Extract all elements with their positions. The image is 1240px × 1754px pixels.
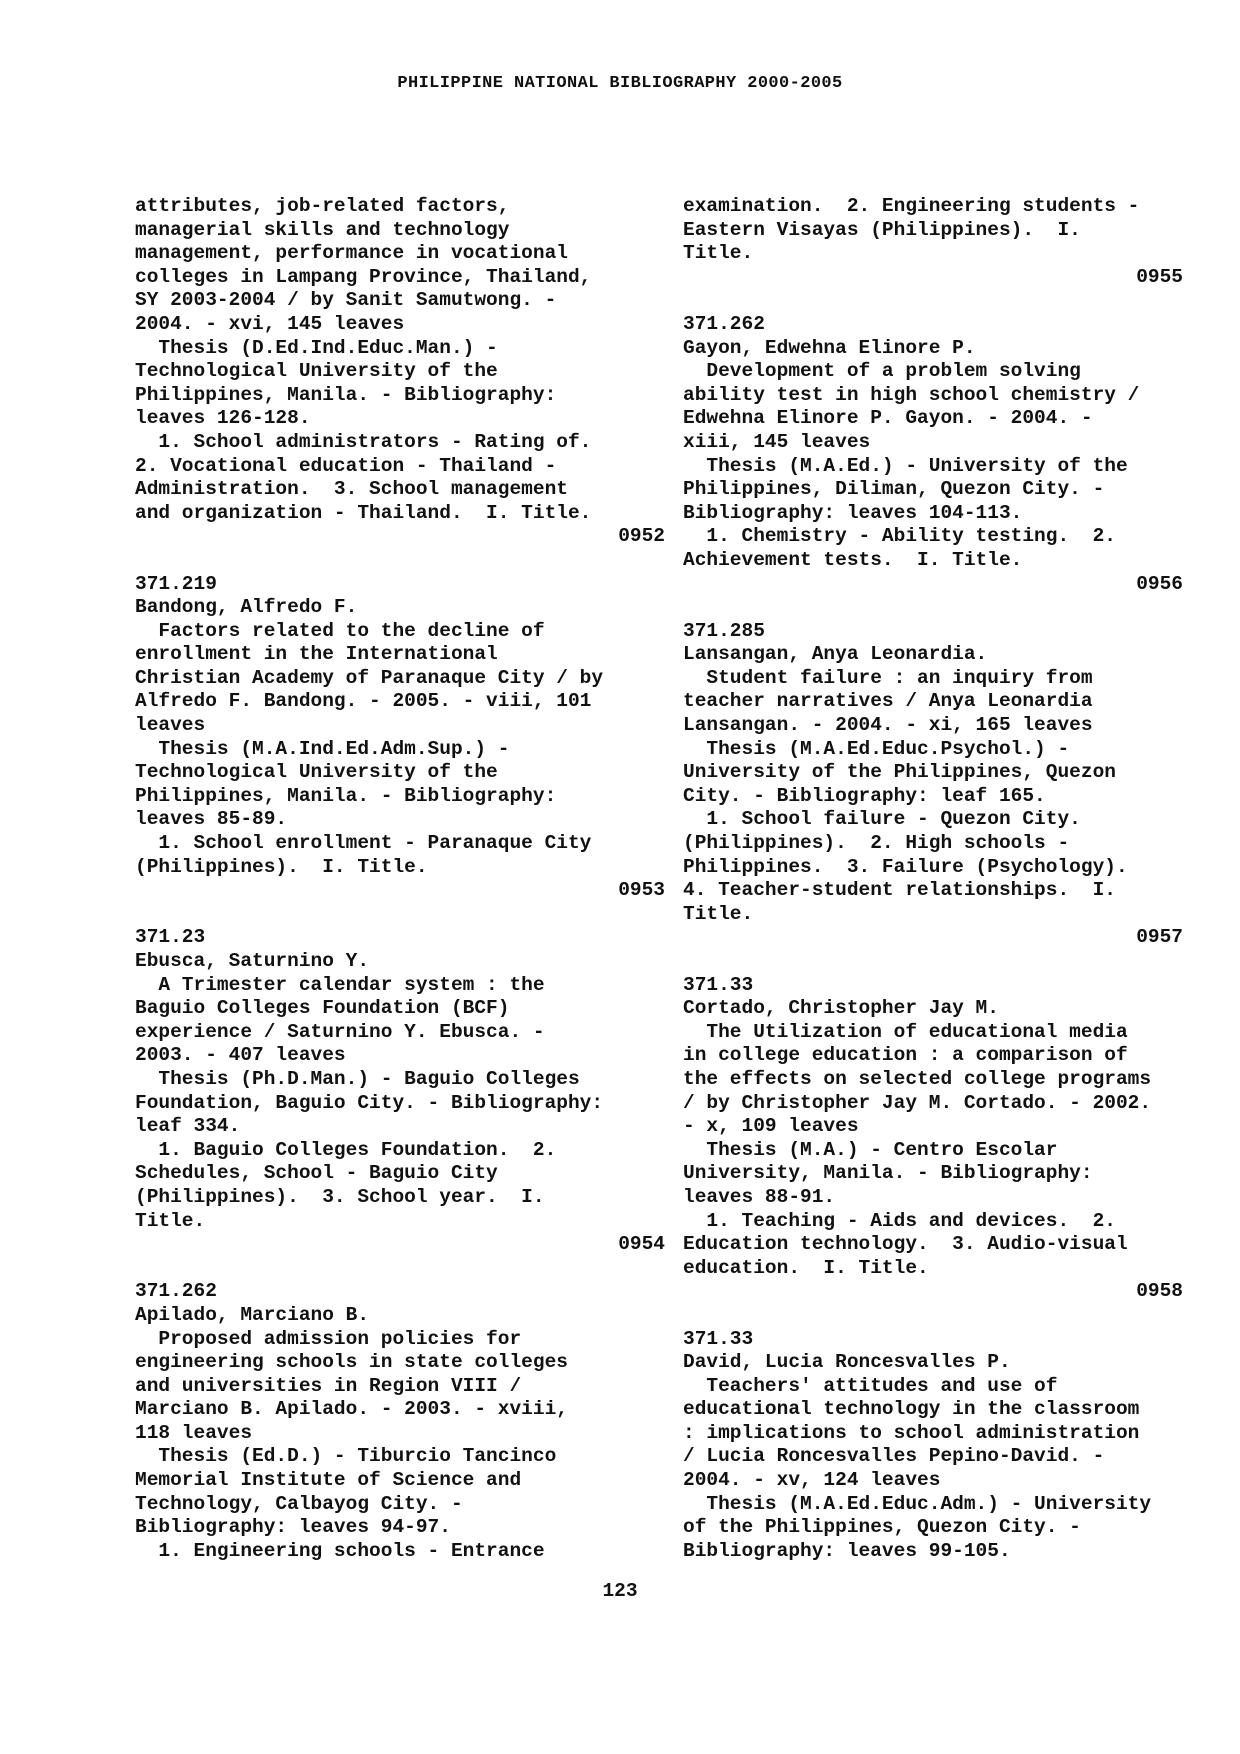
entry-spacer bbox=[135, 903, 665, 927]
entry-line: City. - Bibliography: leaf 165. bbox=[683, 784, 1046, 807]
entry-line: 371.33 bbox=[683, 973, 754, 996]
running-head: PHILIPPINE NATIONAL BIBLIOGRAPHY 2000-2005 bbox=[397, 74, 843, 93]
entry-line: (Philippines). 3. School year. I. bbox=[135, 1185, 545, 1208]
entry-line: Thesis (M.A.Ed.Educ.Adm.) - University bbox=[683, 1492, 1152, 1515]
entry-line: Student failure : an inquiry from bbox=[683, 666, 1093, 689]
entry-line: management, performance in vocational bbox=[135, 242, 568, 265]
entry-line: Philippines. 3. Failure (Psychology). bbox=[683, 855, 1128, 878]
entry-line: attributes, job-related factors, bbox=[135, 195, 510, 217]
entry-line: and organization - Thailand. I. Title. bbox=[135, 501, 592, 524]
entry-line: Thesis (Ph.D.Man.) - Baguio Colleges bbox=[135, 1067, 580, 1090]
entry-line: Bibliography: leaves 99-105. bbox=[683, 1539, 1011, 1562]
entry-number: 0958 bbox=[1136, 1280, 1183, 1303]
entry-line: Technological University of the bbox=[135, 360, 498, 383]
entry-spacer bbox=[135, 549, 665, 573]
entry-line: Gayon, Edwehna Elinore P. bbox=[683, 336, 976, 359]
entry-line: 1. Engineering schools - Entrance bbox=[135, 1539, 545, 1562]
entry-line: Bandong, Alfredo F. bbox=[135, 596, 358, 619]
entry-line: Thesis (M.A.Ed.Educ.Psychol.) - bbox=[683, 737, 1070, 760]
entry-line: leaves 85-89. bbox=[135, 808, 288, 831]
entry-line: of the Philippines, Quezon City. - bbox=[683, 1516, 1081, 1539]
entry-line: 2003. - 407 leaves bbox=[135, 1044, 346, 1067]
entry-line: Bibliography: leaves 104-113. bbox=[683, 501, 1023, 524]
entry-line: Technological University of the bbox=[135, 761, 498, 784]
entry-number: 0954 bbox=[618, 1233, 665, 1256]
page-number: 123 bbox=[602, 1580, 638, 1602]
entry-spacer bbox=[683, 950, 1183, 974]
entry-line: experience / Saturnino Y. Ebusca. - bbox=[135, 1020, 545, 1043]
entry-line: ability test in high school chemistry / bbox=[683, 383, 1140, 406]
entry-line: 1. School administrators - Rating of. bbox=[135, 430, 592, 453]
entry-line: education. I. Title. bbox=[683, 1256, 929, 1279]
entry-line: Ebusca, Saturnino Y. bbox=[135, 950, 370, 972]
entry-line: 1. Teaching - Aids and devices. 2. bbox=[683, 1209, 1116, 1232]
entry-line: Title. bbox=[683, 242, 754, 265]
entry-line: teacher narratives / Anya Leonardia bbox=[683, 690, 1093, 713]
entry-line: Edwehna Elinore P. Gayon. - 2004. - bbox=[683, 407, 1093, 430]
entry-line: A Trimester calendar system : the bbox=[135, 973, 545, 996]
entry-line: 371.33 bbox=[683, 1327, 754, 1350]
entry-line: and universities in Region VIII / bbox=[135, 1374, 522, 1397]
entry-line: Memorial Institute of Science and bbox=[135, 1469, 522, 1492]
entry-line: educational technology in the classroom bbox=[683, 1398, 1140, 1421]
left-column bbox=[135, 195, 665, 1563]
entry-spacer bbox=[683, 289, 1183, 313]
entry-line: - x, 109 leaves bbox=[683, 1115, 859, 1138]
entry-line: University of the Philippines, Quezon bbox=[683, 761, 1116, 784]
entry-number: 0953 bbox=[618, 879, 665, 902]
entry-line: 371.23 bbox=[135, 926, 206, 949]
entry-number: 0952 bbox=[618, 525, 665, 548]
entry-number: 0957 bbox=[1136, 926, 1183, 949]
entry-line: / Lucia Roncesvalles Pepino-David. - bbox=[683, 1445, 1105, 1468]
entry-line: Lansangan, Anya Leonardia. bbox=[683, 643, 988, 666]
entry-line: Factors related to the decline of bbox=[135, 619, 545, 642]
entry-line: Education technology. 3. Audio-visual bbox=[683, 1233, 1128, 1256]
entry-line: / by Christopher Jay M. Cortado. - 2002. bbox=[683, 1091, 1152, 1114]
entry-line: enrollment in the International bbox=[135, 643, 498, 666]
entry-line: 2004. - xvi, 145 leaves bbox=[135, 312, 405, 335]
entry-line: 1. Baguio Colleges Foundation. 2. bbox=[135, 1138, 557, 1161]
entry-line: 371.262 bbox=[683, 312, 765, 335]
entry-line: 4. Teacher-student relationships. I. bbox=[683, 879, 1116, 902]
entry-line: examination. 2. Engineering students - bbox=[683, 195, 1140, 217]
entry-line: Foundation, Baguio City. - Bibliography: bbox=[135, 1091, 604, 1114]
entry-line: Teachers' attitudes and use of bbox=[683, 1374, 1058, 1397]
entry-line: Philippines, Manila. - Bibliography: bbox=[135, 784, 557, 807]
entry-line: (Philippines). 2. High schools - bbox=[683, 832, 1070, 855]
right-column bbox=[683, 195, 1183, 1563]
entry-line: Title. bbox=[135, 1209, 206, 1232]
entry-line: 118 leaves bbox=[135, 1421, 253, 1444]
entry-line: Thesis (Ed.D.) - Tiburcio Tancinco bbox=[135, 1445, 557, 1468]
entry-line: Thesis (D.Ed.Ind.Educ.Man.) - bbox=[135, 336, 498, 359]
entry-line: 371.285 bbox=[683, 619, 765, 642]
entry-line: 371.262 bbox=[135, 1280, 217, 1303]
entry-line: the effects on selected college programs bbox=[683, 1067, 1152, 1090]
entry-line: 371.219 bbox=[135, 572, 217, 595]
entry-line: Apilado, Marciano B. bbox=[135, 1303, 370, 1326]
entry-line: The Utilization of educational media bbox=[683, 1020, 1128, 1043]
entry-line: Marciano B. Apilado. - 2003. - xviii, bbox=[135, 1398, 568, 1421]
entry-line: David, Lucia Roncesvalles P. bbox=[683, 1351, 1011, 1374]
entry-line: Schedules, School - Baguio City bbox=[135, 1162, 498, 1185]
entry-line: Eastern Visayas (Philippines). I. bbox=[683, 218, 1081, 241]
entry-line: Christian Academy of Paranaque City / by bbox=[135, 666, 604, 689]
entry-number: 0955 bbox=[1136, 265, 1183, 288]
entry-line: Administration. 3. School management bbox=[135, 478, 568, 501]
entry-line: Thesis (M.A.Ind.Ed.Adm.Sup.) - bbox=[135, 737, 510, 760]
entry-line: leaves 88-91. bbox=[683, 1185, 836, 1208]
entry-line: Thesis (M.A.) - Centro Escolar bbox=[683, 1138, 1058, 1161]
entry-spacer bbox=[135, 1257, 665, 1281]
entry-line: Development of a problem solving bbox=[683, 360, 1081, 383]
entry-line: (Philippines). I. Title. bbox=[135, 855, 428, 878]
entry-line: SY 2003-2004 / by Sanit Samutwong. - bbox=[135, 289, 557, 312]
entry-line: 1. Chemistry - Ability testing. 2. bbox=[683, 525, 1116, 548]
entry-line: 2004. - xv, 124 leaves bbox=[683, 1469, 941, 1492]
entry-line: 1. School failure - Quezon City. bbox=[683, 808, 1081, 831]
entry-line: Cortado, Christopher Jay M. bbox=[683, 997, 999, 1020]
entry-line: managerial skills and technology bbox=[135, 218, 510, 241]
entry-line: Title. bbox=[683, 902, 754, 925]
entry-line: : implications to school administration bbox=[683, 1421, 1140, 1444]
entry-line: Thesis (M.A.Ed.) - University of the bbox=[683, 454, 1128, 477]
entry-line: University, Manila. - Bibliography: bbox=[683, 1162, 1093, 1185]
entry-line: Philippines, Diliman, Quezon City. - bbox=[683, 478, 1105, 501]
entry-line: 1. School enrollment - Paranaque City bbox=[135, 832, 592, 855]
entry-line: 2. Vocational education - Thailand - bbox=[135, 454, 557, 477]
entry-line: Lansangan. - 2004. - xi, 165 leaves bbox=[683, 714, 1093, 737]
entry-line: Proposed admission policies for bbox=[135, 1327, 522, 1350]
entry-line: xiii, 145 leaves bbox=[683, 430, 871, 453]
entry-line: Technology, Calbayog City. - bbox=[135, 1492, 463, 1515]
entry-line: Achievement tests. I. Title. bbox=[683, 548, 1023, 571]
entry-line: engineering schools in state colleges bbox=[135, 1351, 568, 1374]
entry-line: leaves 126-128. bbox=[135, 407, 311, 430]
entry-line: Philippines, Manila. - Bibliography: bbox=[135, 383, 557, 406]
entry-line: Alfredo F. Bandong. - 2005. - viii, 101 bbox=[135, 690, 592, 713]
entry-spacer bbox=[683, 1304, 1183, 1328]
entry-line: in college education : a comparison of bbox=[683, 1044, 1128, 1067]
entry-line: Baguio Colleges Foundation (BCF) bbox=[135, 997, 510, 1020]
entry-line: colleges in Lampang Province, Thailand, bbox=[135, 265, 592, 288]
entry-number: 0956 bbox=[1136, 572, 1183, 595]
entry-line: Bibliography: leaves 94-97. bbox=[135, 1516, 451, 1539]
entry-spacer bbox=[683, 596, 1183, 620]
entry-line: leaf 334. bbox=[135, 1115, 241, 1138]
entry-line: leaves bbox=[135, 714, 206, 737]
